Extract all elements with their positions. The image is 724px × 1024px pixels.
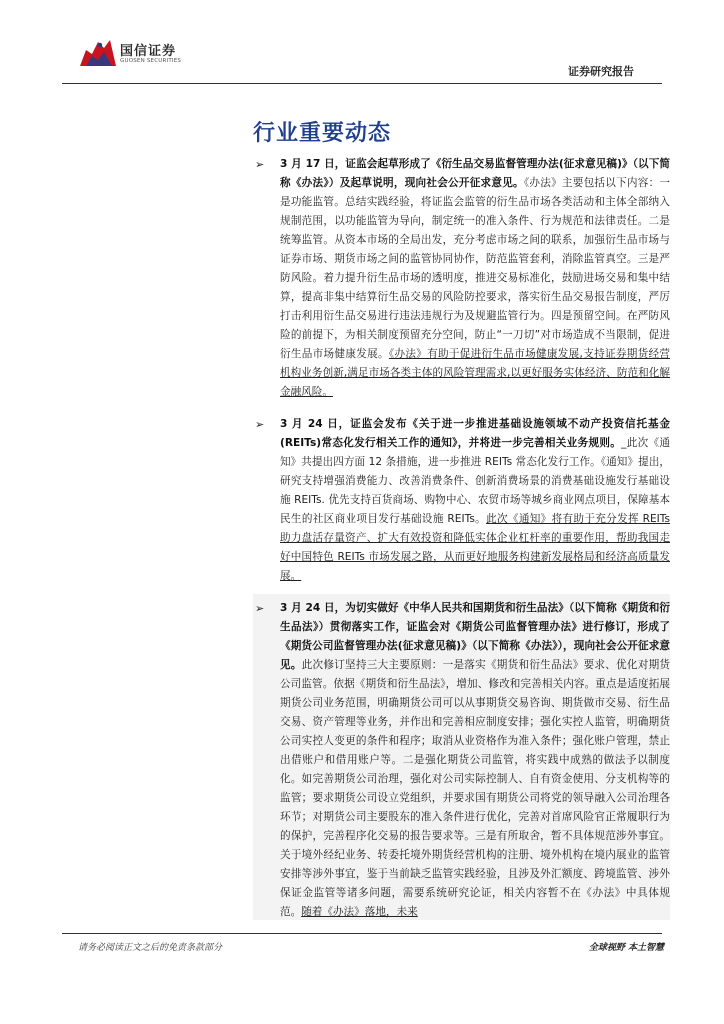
news-paragraph xyxy=(280,599,670,920)
report-type-label: 证券研究报告 xyxy=(568,65,634,78)
arrow-bullet-icon: ➢ xyxy=(255,602,265,615)
logo-subtitle: GUOSEN SECURITIES xyxy=(120,58,182,64)
logo-name: 国信证券 xyxy=(120,44,177,59)
news-headline: 3 月 24 日，证监会发布《关于进一步推进基础设施领域不动产投资信托基金(REITs)常态化发行相关工作的通知》，并将进一步完善相关业务规则。 xyxy=(280,418,670,449)
news-body: 此次修订坚持三大主要原则：一是落实《期货和衍生品法》要求、优化对期货公司监管。依据《期货和衍生品法》，增加、修改和完善相关内容。重点是适度拓展期货公司业务范围，明确期货公司可以从事期货交易咨询、期货做市交易、衍生品交易、资产管理等业务，并作出和完善相应制度安排；强化实控人监管，明确期货公司实控人变更的条件和程序；取消从业资格作为准入条件；强化账户管理，禁止出借账户和借用账户等。二是强化期货公司监管，将实践中成熟的做法予以制度化。如完善期货公司治理，强化对公司实际控制人、自有资金使用、分支机构等的监管；要求期货公司设立党组织，并要求国有期货公司将党的领导融入公司治理各环节；对期货公司主要股东的准入条件进行优化，完善对首席风险官正常履职行为的保护，完善程序化交易的报告要求等。三是有所取舍，暂不具体规范涉外事宜。关于境外经纪业务、转委托境外期货经营机构的注册、境外机构在境内展业的监管安排等涉外事宜，鉴于当前缺乏监管实践经验，且涉及外汇额度、跨境监管、涉外保证金监管等诸多问题，需要系统研究论证，相关内容暂不在《办法》中具体规范。 xyxy=(280,659,670,918)
footer-disclaimer: 请务必阅读正文之后的免责条款部分 xyxy=(78,943,223,953)
logo-mark-icon xyxy=(78,36,118,68)
news-item xyxy=(253,150,670,410)
news-headline: 3 月 17 日，证监会起草形成了《衍生品交易监督管理办法(征求意见稿)》（以下简称《办法》）及起草说明，现向社会公开征求意见。 xyxy=(280,158,670,189)
news-item xyxy=(253,410,670,594)
news-conclusion: 《办法》有助于促进衍生品市场健康发展,支持证券期货经营机构业务创新,满足市场各类主体的风险管理需求,以更好服务实体经济、防范和化解金融风险。 xyxy=(280,348,670,398)
footer-divider xyxy=(62,933,662,934)
page-header xyxy=(0,0,724,92)
news-body: 《办法》主要包括以下内容：一是功能监管。总结实践经验，将证监会监管的衍生品市场各类活动和主体全部纳入规制范围，以功能监管为导向，制定统一的准入条件、行为规范和法律责任。二是统筹监管。从资本市场的全局出发，充分考虑市场之间的联系，加强衍生品市场与证券市场、期货市场之间的监管协同协作，防范监管套利，消除监管真空。三是严防风险。着力提升衍生品市场的透明度，推进交易标准化，鼓励进场交易和集中结算，提高非集中结算衍生品交易的风险防控要求，落实衍生品交易报告制度，严厉打击利用衍生品交易进行违法违规行为及规避监管行为。四是预留空间。在严防风险的前提下，为相关制度预留充分空间，防止“一刀切”对市场造成不当限制，促进衍生品市场健康发展。 xyxy=(280,177,670,360)
header-divider xyxy=(62,83,662,84)
news-body: _此次《通知》共提出四方面 12 条措施，进一步推进 REITs 常态化发行工作。《通知》提出，研究支持增强消费能力、改善消费条件、创新消费场景的消费基础设施发行基础设施 REITs. 优先支持百货商场、购物中心、农贸市场等城乡商业网点项目，保障基本民生的社区商业项目发行基础设施 REITs。 xyxy=(280,437,670,525)
footer-slogan: 全球视野 本土智慧 xyxy=(588,943,664,953)
company-logo xyxy=(78,36,228,72)
arrow-bullet-icon: ➢ xyxy=(255,418,265,431)
news-item xyxy=(253,594,670,920)
section-title: 行业重要动态 xyxy=(253,121,392,146)
news-headline: 3 月 24 日，为切实做好《中华人民共和国期货和衍生品法》（以下简称《期货和衍生品法》）贯彻落实工作，证监会对《期货公司监督管理办法》进行修订，形成了《期货公司监督管理办法(征求意见稿)》（以下简称《办法》），现向社会公开征求意见。 xyxy=(280,602,670,671)
news-conclusion: 随着《办法》落地，未来 xyxy=(301,906,418,918)
news-paragraph xyxy=(280,415,670,586)
news-list xyxy=(253,150,670,920)
news-conclusion: 此次《通知》将有助于充分发挥 REITs 助力盘活存量资产、扩大有效投资和降低实体企业杠杆率的重要作用，帮助我国走好中国特色 REITs 市场发展之路，从而更好地服务构建新发展格局和经济高质量发展。 xyxy=(280,513,670,582)
arrow-bullet-icon: ➢ xyxy=(255,158,265,171)
news-paragraph xyxy=(280,155,670,402)
